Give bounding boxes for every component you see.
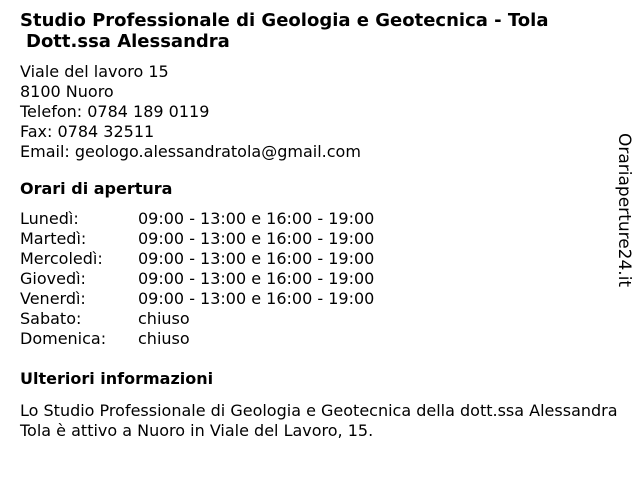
business-title-line1: Studio Professionale di Geologia e Geotecnica - Tola (20, 10, 549, 31)
time-value: chiuso (138, 309, 190, 328)
opening-hours-table (20, 209, 630, 349)
time-value: 09:00 - 13:00 e 16:00 - 19:00 (138, 289, 375, 308)
hours-row-sunday (20, 329, 630, 349)
street-address: Viale del lavoro 15 (20, 62, 169, 81)
opening-hours-heading: Orari di apertura (20, 179, 173, 198)
time-value: 09:00 - 13:00 e 16:00 - 19:00 (138, 249, 375, 268)
hours-row-saturday (20, 309, 630, 329)
time-value: 09:00 - 13:00 e 16:00 - 19:00 (138, 229, 375, 248)
email-address: Email: geologo.alessandratola@gmail.com (20, 142, 361, 161)
business-title-line2: Dott.ssa Alessandra (26, 31, 230, 52)
city-address: 8100 Nuoro (20, 82, 114, 101)
hours-row-thursday (20, 269, 630, 289)
time-value: 09:00 - 13:00 e 16:00 - 19:00 (138, 209, 375, 228)
hours-row-wednesday (20, 249, 630, 269)
hours-row-monday (20, 209, 630, 229)
time-value: chiuso (138, 329, 190, 348)
phone-number: Telefon: 0784 189 0119 (20, 102, 210, 121)
time-value: 09:00 - 13:00 e 16:00 - 19:00 (138, 269, 375, 288)
business-card (20, 10, 630, 441)
more-info-text: Lo Studio Professionale di Geologia e Geotecnica della dott.ssa Alessandra Tola è attivo a Nuoro in Viale del Lavoro, 15. (20, 401, 618, 440)
more-info-heading: Ulteriori informazioni (20, 369, 214, 388)
contact-block (20, 62, 630, 162)
day-label: Domenica: (20, 329, 107, 348)
hours-row-tuesday (20, 229, 630, 249)
day-label: Lunedì: (20, 209, 79, 228)
business-title (20, 10, 620, 52)
day-label: Martedì: (20, 229, 87, 248)
hours-row-friday (20, 289, 630, 309)
side-brand-label: Orariaperture24.it (614, 133, 634, 288)
day-label: Giovedì: (20, 269, 86, 288)
day-label: Venerdì: (20, 289, 86, 308)
day-label: Sabato: (20, 309, 82, 328)
day-label: Mercoledì: (20, 249, 103, 268)
fax-number: Fax: 0784 32511 (20, 122, 155, 141)
